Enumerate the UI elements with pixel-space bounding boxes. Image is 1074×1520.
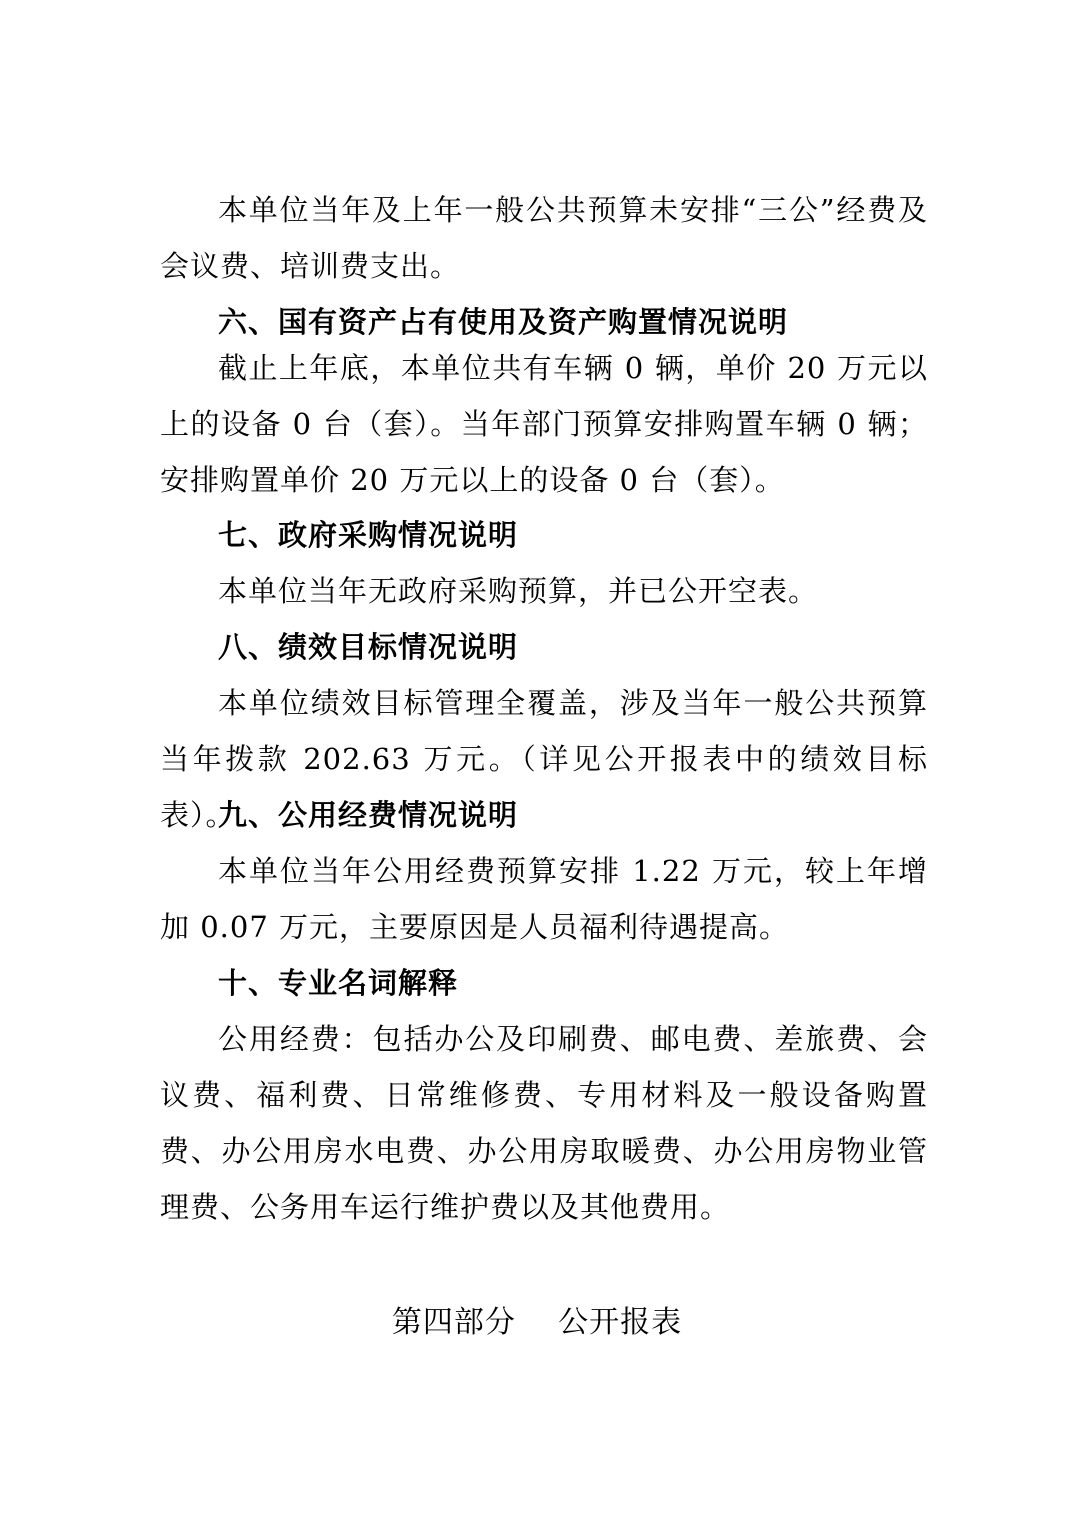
paragraph-performance-targets: 本单位绩效目标管理全覆盖，涉及当年一般公共预算当年拨款 202.63 万元。（详见公开报表中的绩效目标表）。 — [160, 686, 928, 832]
paragraph-public-funds: 本单位当年公用经费预算安排 1.22 万元，较上年增加 0.07 万元，主要原因是人员福利待遇提高。 — [160, 854, 928, 944]
heading-government-procurement: 七、政府采购情况说明 — [218, 518, 519, 552]
heading-public-funds: 九、公用经费情况说明 — [218, 798, 519, 832]
part-four-title: 第四部分 公开报表 — [391, 1305, 683, 1340]
paragraph-three-public-expenses: 本单位当年及上年一般公共预算未安排“三公”经费及会议费、培训费支出。 — [160, 193, 928, 283]
heading-performance-targets: 八、绩效目标情况说明 — [218, 630, 519, 664]
paragraph-government-procurement: 本单位当年无政府采购预算，并已公开空表。 — [218, 574, 819, 608]
heading-terminology: 十、专业名词解释 — [218, 966, 459, 1000]
heading-state-assets: 六、国有资产占有使用及资产购置情况说明 — [218, 305, 789, 339]
paragraph-state-assets: 截止上年底，本单位共有车辆 0 辆，单价 20 万元以上的设备 0 台（套）。当年部门预算安排购置车辆 0 辆；安排购置单价 20 万元以上的设备 0 台（套）。 — [160, 351, 928, 497]
paragraph-terminology: 公用经费：包括办公及印刷费、邮电费、差旅费、会议费、福利费、日常维修费、专用材料及一般设备购置费、办公用房水电费、办公用房取暖费、办公用房物业管理费、公务用车运行维护费以及其他费用。 — [160, 1022, 928, 1224]
